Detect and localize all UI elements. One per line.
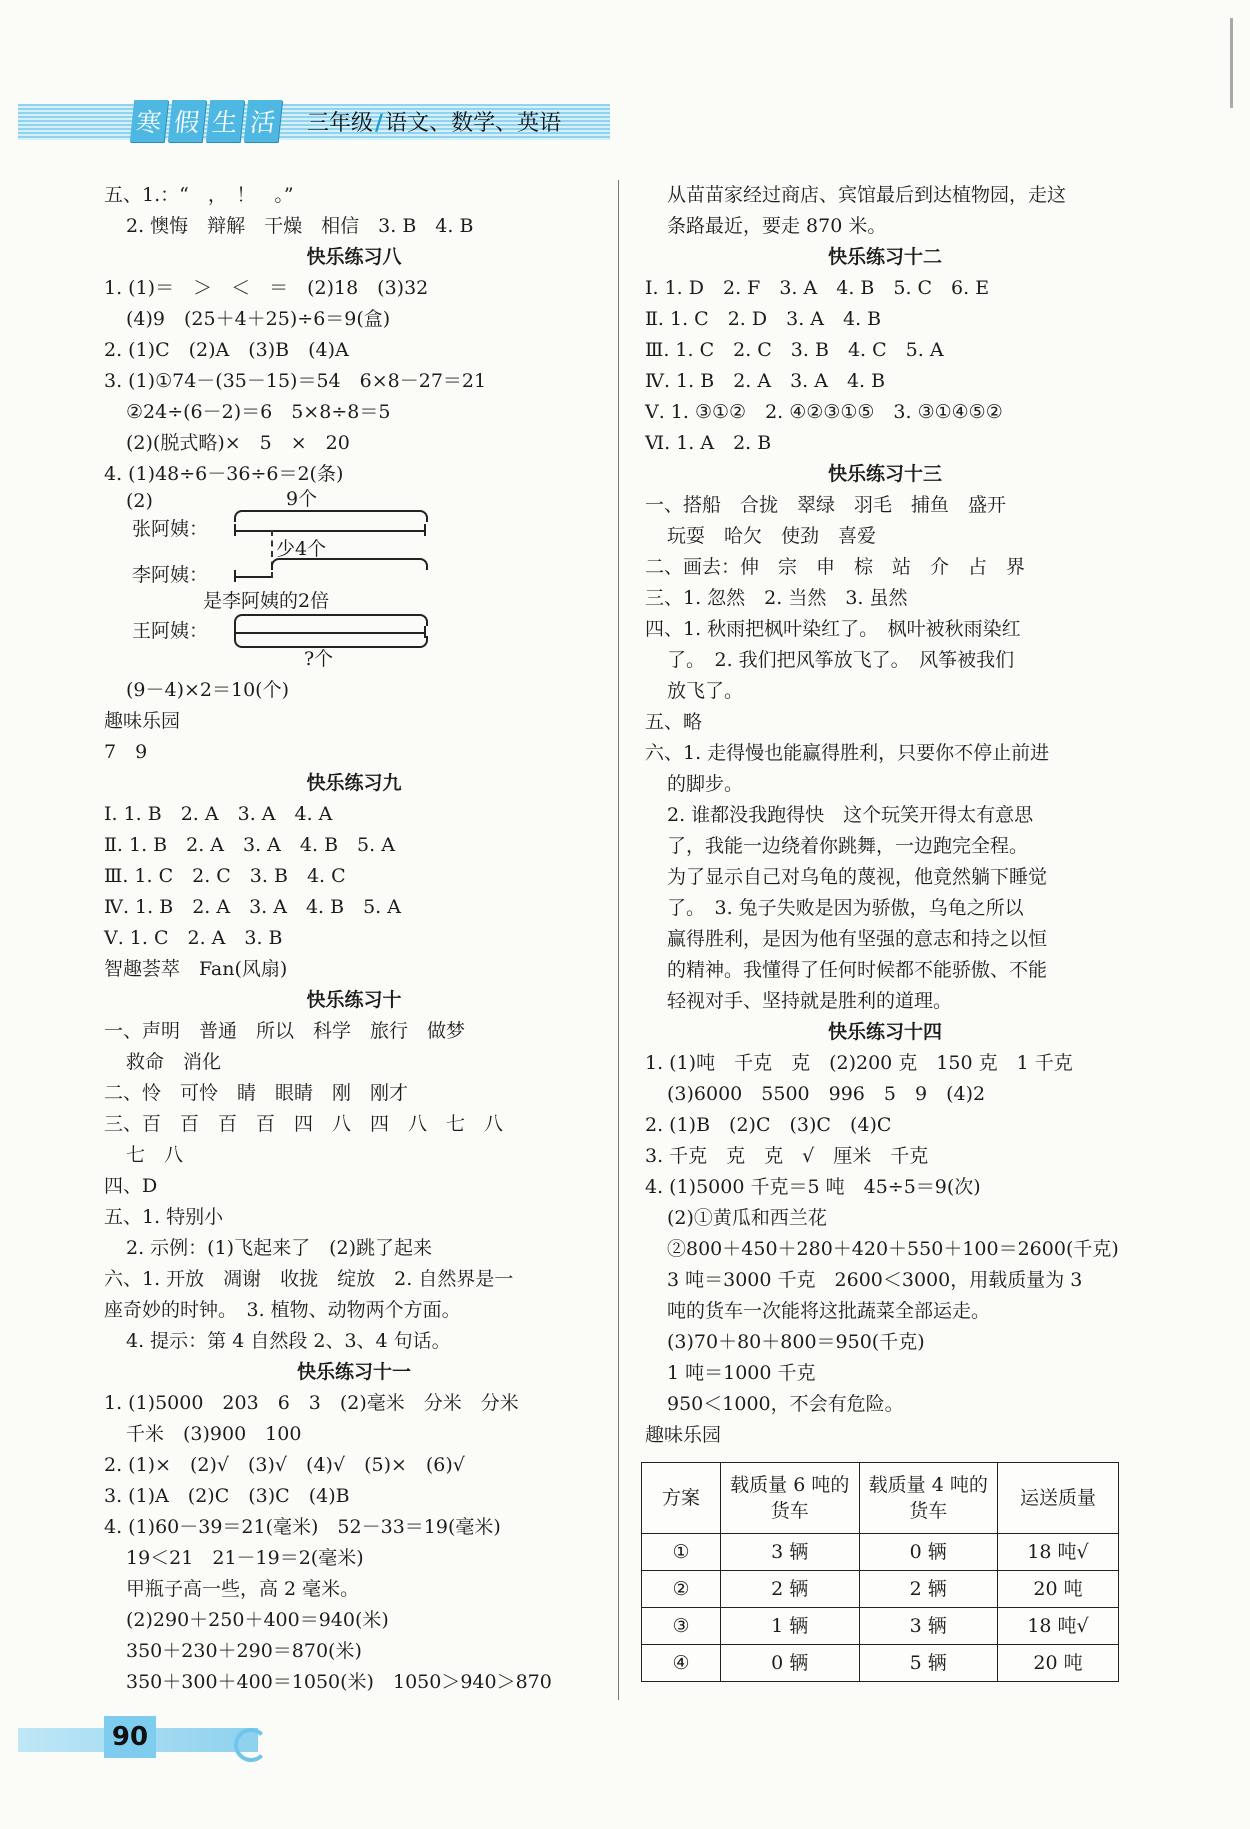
table-row	[642, 1608, 1119, 1645]
answer-line: 七 八	[126, 1144, 184, 1166]
diagram-diff-label: 少4个	[276, 538, 327, 560]
answer-line: 吨的货车一次能将这批蔬菜全部运走。	[667, 1300, 991, 1322]
table-header: 运送质量	[998, 1463, 1119, 1534]
answer-line: Ⅵ. 1. A 2. B	[645, 432, 772, 454]
table-cell: 0 辆	[721, 1645, 860, 1682]
table-header-row	[642, 1463, 1119, 1534]
table-header: 载质量 6 吨的货车	[721, 1463, 860, 1534]
table-cell: 1 辆	[721, 1608, 860, 1645]
answer-line: 2. 懊悔 辩解 干燥 相信 3. B 4. B	[126, 215, 474, 237]
title-char: 生	[206, 100, 244, 142]
answer-line: 千米 (3)900 100	[126, 1423, 302, 1445]
answer-line: (9－4)×2＝10(个)	[126, 679, 290, 701]
answer-line: 二、怜 可怜 睛 眼睛 刚 刚才	[104, 1082, 409, 1104]
swirl-icon	[234, 1728, 268, 1762]
answer-line: 玩耍 哈欠 使劲 喜爱	[667, 525, 877, 547]
table-cell: 2 辆	[721, 1571, 860, 1608]
answer-line: 为了显示自己对乌龟的蔑视，他竟然躺下睡觉	[667, 866, 1048, 888]
diagram-row-label: 王阿姨：	[132, 620, 209, 642]
answer-line: 三、1. 忽然 2. 当然 3. 虽然	[645, 587, 908, 609]
answer-line: 4. (1)60－39＝21(毫米) 52－33＝19(毫米)	[104, 1516, 501, 1538]
answer-line: Ⅰ. 1. D 2. F 3. A 4. B 5. C 6. E	[645, 277, 990, 299]
table-cell: ②	[642, 1571, 721, 1608]
brace-diff	[271, 558, 428, 570]
answer-line: (2)290＋250＋400＝940(米)	[126, 1609, 389, 1631]
answer-line: 的脚步。	[667, 773, 744, 795]
section-title: 快乐练习十四	[827, 1021, 942, 1043]
table-cell: 20 吨	[998, 1645, 1119, 1682]
bar-zhang	[234, 530, 424, 532]
answer-line: 350＋230＋290＝870(米)	[126, 1640, 362, 1662]
table-cell: 2 辆	[859, 1571, 998, 1608]
answer-line: 赢得胜利，是因为他有坚强的意志和持之以恒	[667, 928, 1048, 950]
answer-line: 4. (1)48÷6－36÷6＝2(条)	[104, 463, 344, 485]
answer-line: 五、略	[645, 711, 703, 733]
tick	[424, 524, 426, 536]
answer-line: 4. 提示：第 4 自然段 2、3、4 句话。	[126, 1330, 451, 1352]
answer-line: 2. (1)B (2)C (3)C (4)C	[645, 1114, 892, 1136]
answer-line: 条路最近，要走 870 米。	[667, 215, 887, 237]
answer-line: 19＜21 21－19＝2(毫米)	[126, 1547, 364, 1569]
table-cell: 20 吨	[998, 1571, 1119, 1608]
answer-line: 甲瓶子高一些，高 2 毫米。	[126, 1578, 360, 1600]
table-cell: 5 辆	[859, 1645, 998, 1682]
answer-line: 放飞了。	[667, 680, 744, 702]
table-cell: 3 辆	[859, 1608, 998, 1645]
answer-line: Ⅴ. 1. ③①② 2. ④②③①⑤ 3. ③①④⑤②	[645, 401, 1003, 423]
table-cell: 3 辆	[721, 1534, 860, 1571]
answer-line: 3. (1)①74－(35－15)＝54 6×8－27＝21	[104, 370, 487, 392]
brace-wang-top	[234, 614, 428, 626]
tick	[234, 524, 236, 536]
answer-line: ②800＋450＋280＋420＋550＋100＝2600(千克)	[667, 1238, 1119, 1260]
answer-line: ②24÷(6－2)＝6 5×8÷8＝5	[126, 401, 391, 423]
table-cell: 18 吨√	[998, 1608, 1119, 1645]
answer-line: 四、1. 秋雨把枫叶染红了。 枫叶被秋雨染红	[645, 618, 1021, 640]
answer-line: 了。 2. 我们把风筝放飞了。 风筝被我们	[667, 649, 1015, 671]
book-subtitle	[307, 106, 561, 137]
table-header: 方案	[642, 1463, 721, 1534]
answer-line: 1 吨＝1000 千克	[667, 1362, 816, 1384]
brace-top	[234, 510, 428, 522]
title-char: 寒	[130, 100, 168, 142]
diagram-question-label: ?个	[304, 648, 334, 670]
answer-line: 2. 示例：(1)飞起来了 (2)跳了起来	[126, 1237, 432, 1259]
line-diagram	[104, 490, 604, 675]
bar-li	[234, 576, 271, 578]
title-char: 活	[244, 100, 282, 142]
answer-line: (3)6000 5500 996 5 9 (4)2	[667, 1083, 986, 1105]
section-title: 快乐练习十二	[827, 246, 942, 268]
answer-line: 3. (1)A (2)C (3)C (4)B	[104, 1485, 350, 1507]
table-header: 载质量 4 吨的货车	[859, 1463, 998, 1534]
answer-line: (2)(脱式略)× 5 × 20	[126, 432, 350, 454]
left-column	[104, 180, 604, 1698]
diagram-note-label: 是李阿姨的2倍	[203, 590, 330, 612]
right-column	[645, 180, 1125, 1451]
answer-line: Ⅳ. 1. B 2. A 3. A 4. B	[645, 370, 886, 392]
section-title: 快乐练习十	[306, 989, 402, 1011]
answer-line: 950＜1000，不会有危险。	[667, 1393, 904, 1415]
answer-line: 了。 3. 兔子失败是因为骄傲，乌龟之所以	[667, 897, 1024, 919]
answer-line: Ⅰ. 1. B 2. A 3. A 4. A	[104, 803, 333, 825]
page-number: 90	[104, 1716, 156, 1758]
answer-line: Ⅱ. 1. C 2. D 3. A 4. B	[645, 308, 882, 330]
answer-line: 7 9	[104, 741, 148, 763]
bar-wang	[234, 632, 424, 634]
section-title: 快乐练习八	[306, 246, 402, 268]
answer-line: 五、1.：“ ， ！ 。”	[104, 184, 294, 206]
table-cell: ④	[642, 1645, 721, 1682]
subjects-label: 语文、数学、英语	[385, 111, 562, 136]
answer-line: 4. (1)5000 千克＝5 吨 45÷5＝9(次)	[645, 1176, 981, 1198]
answer-line: 350＋300＋400＝1050(米) 1050＞940＞870	[126, 1671, 552, 1693]
table-cell: ①	[642, 1534, 721, 1571]
answer-line: (3)70＋80＋800＝950(千克)	[667, 1331, 925, 1353]
table-cell: 0 辆	[859, 1534, 998, 1571]
answer-line: 2. (1)C (2)A (3)B (4)A	[104, 339, 349, 361]
answer-line: 救命 消化	[126, 1051, 222, 1073]
answer-line: 座奇妙的时钟。 3. 植物、动物两个方面。	[104, 1299, 461, 1321]
answer-line: Ⅲ. 1. C 2. C 3. B 4. C	[104, 865, 346, 887]
answer-line: 3 吨＝3000 千克 2600＜3000，用载质量为 3	[667, 1269, 1083, 1291]
answer-line: 一、搭船 合拢 翠绿 羽毛 捕鱼 盛开	[645, 494, 1007, 516]
page-edge	[1230, 18, 1233, 108]
grade-label: 三年级	[307, 111, 374, 136]
answer-line: (2)①黄瓜和西兰花	[667, 1207, 827, 1229]
answer-line: 六、1. 开放 凋谢 收拢 绽放 2. 自然界是一	[104, 1268, 514, 1290]
answer-line: 智趣荟萃 Fan(风扇)	[104, 958, 288, 980]
section-title: 快乐练习十一	[296, 1361, 411, 1383]
diagram-total-label: 9个	[286, 488, 318, 510]
answer-line: 从苗苗家经过商店、宾馆最后到达植物园，走这	[667, 184, 1067, 206]
answer-line: 了，我能一边绕着你跳舞，一边跑完全程。	[667, 835, 1029, 857]
answer-line: Ⅱ. 1. B 2. A 3. A 4. B 5. A	[104, 834, 395, 856]
tick	[234, 570, 236, 582]
diagram-row-label: 李阿姨：	[132, 564, 209, 586]
answer-line: 轻视对手、坚持就是胜利的道理。	[667, 990, 953, 1012]
answer-line: 一、声明 普通 所以 科学 旅行 做梦	[104, 1020, 466, 1042]
answer-line: 趣味乐园	[104, 710, 181, 732]
answer-line: 的精神。我懂得了任何时候都不能骄傲、不能	[667, 959, 1048, 981]
title-char: 假	[168, 100, 206, 142]
diagram-part-label: (2)	[126, 490, 153, 512]
answer-line: 四、D	[104, 1175, 158, 1197]
table-row	[642, 1645, 1119, 1682]
answer-line: 六、1. 走得慢也能赢得胜利，只要你不停止前进	[645, 742, 1050, 764]
answer-line: Ⅲ. 1. C 2. C 3. B 4. C 5. A	[645, 339, 944, 361]
section-title: 快乐练习九	[306, 772, 402, 794]
slash-icon: /	[375, 111, 384, 136]
diagram-row-label: 张阿姨：	[132, 518, 209, 540]
dashed-guide	[271, 530, 273, 578]
answer-line: 2. (1)× (2)√ (3)√ (4)√ (5)× (6)√	[104, 1454, 465, 1476]
plan-table	[641, 1462, 1119, 1682]
answer-line: 3. 千克 克 克 √ 厘米 千克	[645, 1145, 929, 1167]
answer-line: 1. (1)5000 203 6 3 (2)毫米 分米 分米	[104, 1392, 519, 1414]
answer-line: 1. (1)＝ ＞ ＜ ＝ (2)18 (3)32	[104, 277, 429, 299]
answer-line: 三、百 百 百 百 四 八 四 八 七 八	[104, 1113, 504, 1135]
answer-line: Ⅴ. 1. C 2. A 3. B	[104, 927, 283, 949]
table-cell: ③	[642, 1608, 721, 1645]
answer-line: 2. 谁都没我跑得快 这个玩笑开得太有意思	[667, 804, 1034, 826]
column-divider	[618, 180, 619, 1700]
answer-line: 趣味乐园	[645, 1424, 722, 1446]
answer-line: 1. (1)吨 千克 克 (2)200 克 150 克 1 千克	[645, 1052, 1073, 1074]
table-cell: 18 吨√	[998, 1534, 1119, 1571]
table-row	[642, 1571, 1119, 1608]
answer-line: 二、画去：伸 宗 申 棕 站 介 占 界	[645, 556, 1026, 578]
answer-line: Ⅳ. 1. B 2. A 3. A 4. B 5. A	[104, 896, 401, 918]
table-row	[642, 1534, 1119, 1571]
answer-line: (4)9 (25＋4＋25)÷6＝9(盒)	[126, 308, 391, 330]
answer-line: 五、1. 特别小	[104, 1206, 224, 1228]
section-title: 快乐练习十三	[827, 463, 942, 485]
